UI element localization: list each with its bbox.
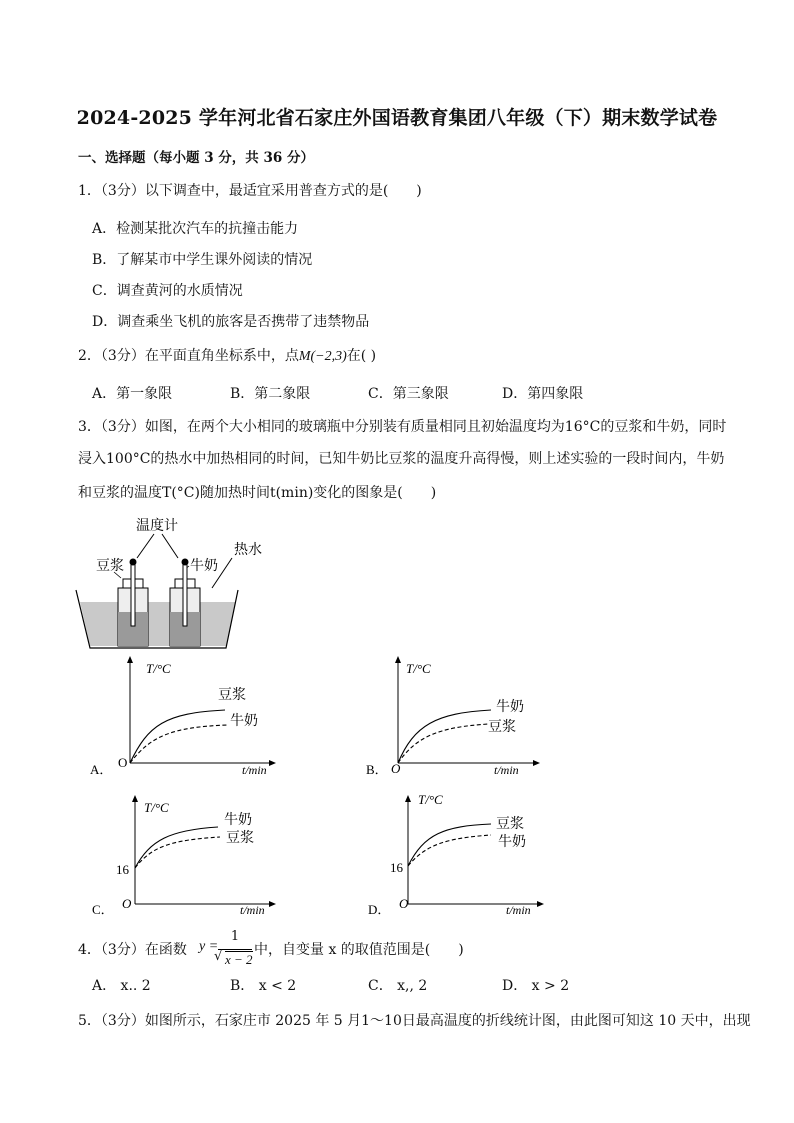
- q2-option-d[interactable]: D．第四象限: [502, 386, 584, 402]
- graph-a-y-axis: T/°C: [146, 661, 171, 676]
- q2-point: M(−2,3): [298, 349, 347, 364]
- graph-c[interactable]: [90, 790, 290, 920]
- q4-option-b[interactable]: B． x < 2: [230, 978, 297, 994]
- graph-b-letter: B．: [366, 762, 388, 777]
- graph-a-x-axis: t/min: [242, 763, 267, 777]
- q2-option-b[interactable]: B．第二象限: [230, 386, 311, 402]
- graph-c-bottom-label: 豆浆: [226, 831, 254, 846]
- graph-d-y-axis: T/°C: [418, 792, 443, 807]
- graph-d-letter: D．: [368, 902, 391, 917]
- graph-b-y-axis: T/°C: [406, 661, 431, 676]
- q4-sqrt-sign: √: [214, 949, 223, 964]
- graph-c-y-axis: T/°C: [144, 800, 169, 815]
- q4-func-denominator: x − 2: [225, 952, 253, 967]
- graph-d-origin: O: [399, 896, 409, 911]
- milk-label: 牛奶: [190, 559, 218, 574]
- graph-b-x-axis: t/min: [494, 763, 519, 777]
- page-title: 2024-2025 学年河北省石家庄外国语教育集团八年级（下）期末数学试卷: [76, 107, 718, 129]
- graph-a[interactable]: [90, 655, 290, 781]
- graph-d-top-label: 豆浆: [496, 817, 524, 832]
- experiment-figure: [74, 512, 262, 652]
- graph-d-start-value: 16: [390, 860, 403, 875]
- hot-water-label: 热水: [234, 543, 262, 558]
- graph-d-bottom-label: 牛奶: [498, 835, 526, 850]
- question-1-stem: 1．（3分）以下调查中，最适宜采用普查方式的是( ): [78, 183, 422, 199]
- q4-stem-text: 4．（3分）在函数: [78, 942, 187, 958]
- graph-a-letter: A．: [90, 762, 113, 777]
- question-3-line-2: 浸入100°C的热水中加热相同的时间，已知牛奶比豆浆的温度升高得慢，则上述实验的一段时间内，牛奶: [78, 451, 725, 467]
- q4-stem-end: 中，自变量 x 的取值范围是( ): [254, 942, 464, 958]
- q2-stem-text: 2．（3分）在平面直角坐标系中，点: [78, 348, 299, 364]
- question-2-stem: [78, 345, 376, 365]
- question-3-line-3: 和豆浆的温度T(°C)随加热时间t(min)变化的图象是( ): [78, 485, 437, 501]
- q4-option-c[interactable]: C． x,, 2: [368, 978, 428, 994]
- q4-fraction-bar: [218, 949, 252, 950]
- q1-option-c[interactable]: C．调查黄河的水质情况: [92, 283, 243, 299]
- graph-c-letter: C．: [92, 902, 114, 917]
- section-heading: 一、选择题（每小题 3 分，共 36 分）: [78, 150, 314, 166]
- graph-c-start-value: 16: [116, 862, 129, 877]
- question-5-line-1: 5．（3分）如图所示，石家庄市 2025 年 5 月1～10日最高温度的折线统计图，由此图可知这 10 天中，出现: [78, 1013, 751, 1029]
- q1-option-a[interactable]: A．检测某批次汽车的抗撞击能力: [92, 221, 299, 237]
- graph-d-x-axis: t/min: [506, 903, 531, 917]
- q4-func-numerator: 1: [230, 929, 240, 944]
- graph-c-origin: O: [122, 896, 132, 911]
- q2-option-c[interactable]: C．第三象限: [368, 386, 449, 402]
- thermometer-label: 温度计: [136, 519, 178, 534]
- graph-c-top-label: 牛奶: [224, 813, 252, 828]
- graph-a-bottom-label: 牛奶: [230, 714, 258, 729]
- graph-b[interactable]: [366, 655, 566, 781]
- q4-option-d[interactable]: D． x > 2: [502, 978, 570, 994]
- soymilk-label: 豆浆: [96, 559, 124, 574]
- q1-option-d[interactable]: D．调查乘坐飞机的旅客是否携带了违禁物品: [92, 314, 370, 330]
- graph-a-top-label: 豆浆: [218, 688, 246, 703]
- graph-d[interactable]: [366, 790, 566, 920]
- q2-stem-end: 在( ): [346, 348, 377, 364]
- graph-b-bottom-label: 豆浆: [488, 720, 516, 735]
- q1-option-b[interactable]: B．了解某市中学生课外阅读的情况: [92, 252, 313, 268]
- graph-a-origin: O: [118, 755, 128, 770]
- graph-b-top-label: 牛奶: [496, 700, 524, 715]
- graph-b-origin: O: [391, 761, 401, 776]
- q4-func-lhs: y =: [199, 939, 219, 954]
- q4-option-a[interactable]: A． x.. 2: [92, 978, 151, 994]
- q2-option-a[interactable]: A．第一象限: [92, 386, 173, 402]
- question-3-line-1: 3．（3分）如图，在两个大小相同的玻璃瓶中分别装有质量相同且初始温度均为16°C的豆浆和牛奶，同时: [78, 419, 727, 435]
- graph-c-x-axis: t/min: [240, 903, 265, 917]
